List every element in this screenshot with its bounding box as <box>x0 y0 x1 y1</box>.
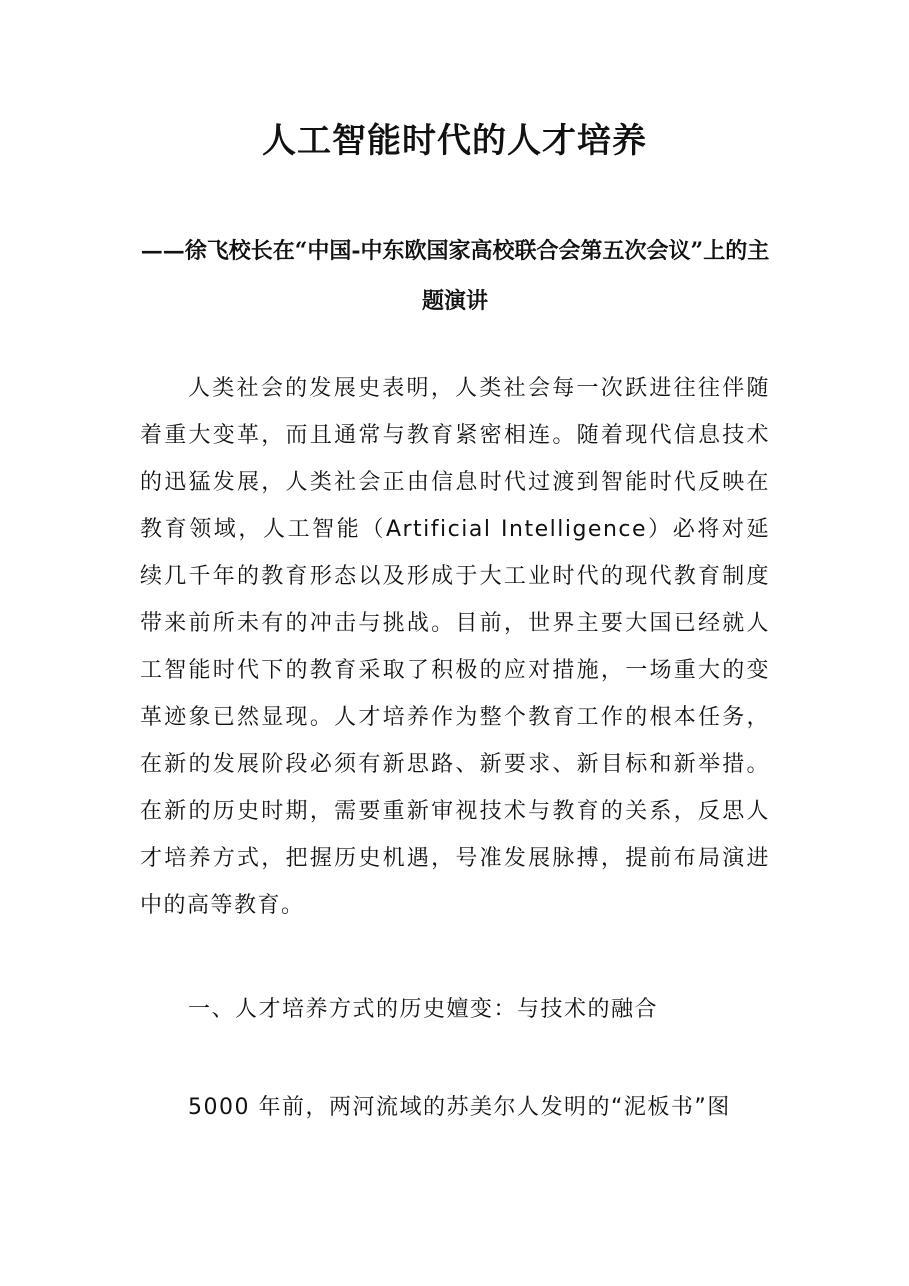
intro-paragraph: 人类社会的发展史表明，人类社会每一次跃进往往伴随着重大变革，而且通常与教育紧密相连。随着现代信息技术的迅猛发展，人类社会正由信息时代过渡到智能时代反映在教育领域，人工智能（Artificial Intelligence）必将对延续几千年的教育形态以及形成于大工业时代的现代教育制度带来前所未有的冲击与挑战。目前，世界主要大国已经就人工智能时代下的教育采取了积极的应对措施，一场重大的变革迹象已然显现。人才培养作为整个教育工作的根本任务，在新的发展阶段必须有新思路、新要求、新目标和新举措。在新的历史时期，需要重新审视技术与教育的关系，反思人才培养方式，把握历史机遇，号准发展脉搏，提前布局演进中的高等教育。 <box>140 376 770 918</box>
section-heading: 一、人才培养方式的历史嬗变：与技术的融合 <box>188 997 659 1022</box>
document-subtitle: ——徐飞校长在“中国-中东欧国家高校联合会第五次会议”上的主题演讲 <box>140 238 770 314</box>
section-paragraph: 5000 年前，两河流域的苏美尔人发明的“泥板书”图 <box>188 1095 731 1120</box>
document-title: 人工智能时代的人才培养 <box>262 121 647 161</box>
